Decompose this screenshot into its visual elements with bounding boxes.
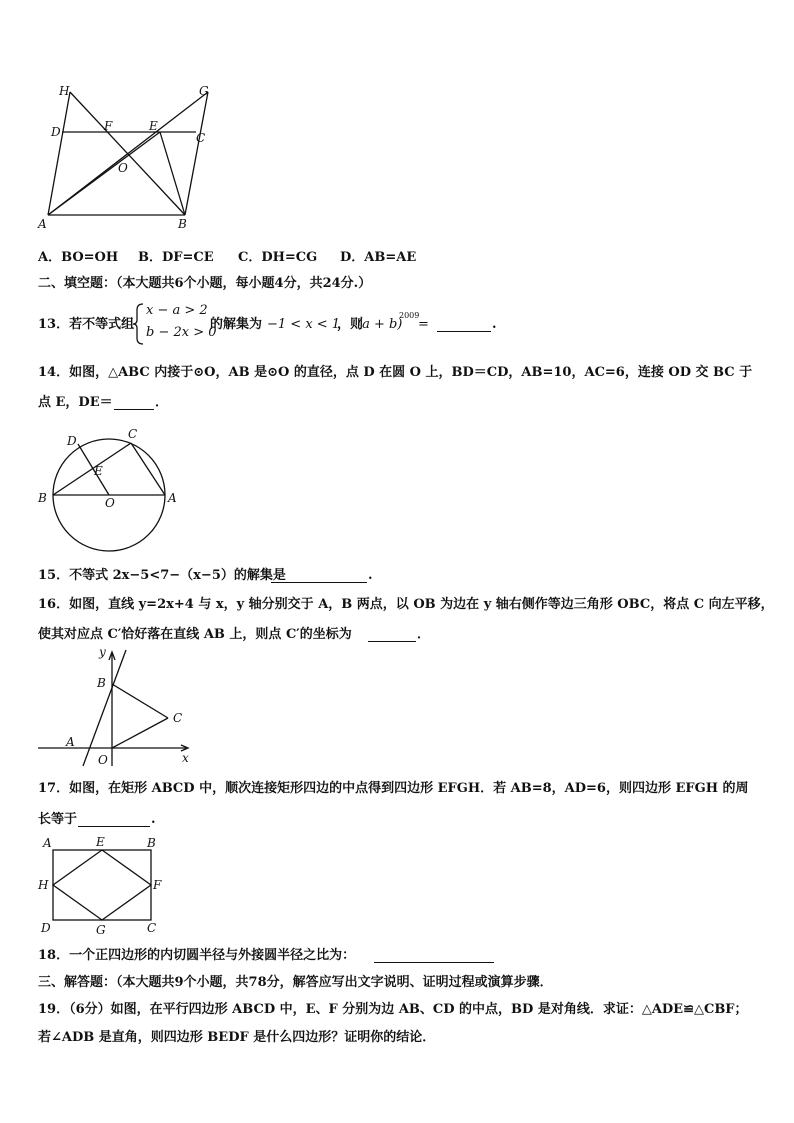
section-2-heading: 二、填空题：（本大题共6个小题，每小题4分，共24分.）	[38, 276, 372, 291]
q19-line-2: 若∠ADB 是直角，则四边形 BEDF 是什么四边形？证明你的结论．	[38, 1030, 436, 1045]
q16-line-1: 16．如图，直线 y=2x+4 与 x，y 轴分别交于 A，B 两点，以 OB 为边在 y 轴右侧作等边三角形 OBC，将点 C 向左平移，	[38, 597, 774, 612]
label-B: B	[147, 836, 156, 850]
q18-text: 18．一个正四边形的内切圆半径与外接圆半径之比为：	[38, 948, 356, 963]
q17-line-2-prefix: 长等于	[38, 812, 78, 827]
label-G: G	[199, 84, 209, 98]
q13-answer-blank	[437, 319, 491, 332]
label-H: H	[59, 84, 70, 98]
q14-answer-blank	[114, 397, 154, 410]
q19-line-1: 19．（6分）如图，在平行四边形 ABCD 中，E、F 分别为边 AB、CD 的中点，BD 是对角线．求证：△ADE≌△CBF；	[38, 1002, 748, 1017]
figure-q16	[36, 642, 196, 768]
label-O: O	[118, 161, 128, 175]
q13-range: −1 < x < 1	[267, 317, 341, 332]
figure-q12	[36, 80, 226, 232]
q14-line-2-end: ．	[155, 395, 169, 410]
option-c: C．DH=CG	[238, 250, 318, 265]
label-A: A	[168, 491, 177, 505]
figure-q17	[36, 834, 166, 936]
q16-line-2-prefix: 使其对应点 C′恰好落在直线 AB 上，则点 C′的坐标为	[38, 627, 352, 642]
label-B: B	[97, 676, 106, 690]
q16-line-2-end: ．	[417, 627, 431, 642]
label-D: D	[41, 921, 51, 935]
label-E: E	[96, 835, 105, 849]
option-d: D．AB=AE	[340, 250, 417, 265]
q15-text: 15．不等式 2x−5<7−（x−5）的解集是	[38, 568, 286, 583]
q17-line-1: 17．如图，在矩形 ABCD 中，顺次连接矩形四边的中点得到四边形 EFGH．若 AB=8，AD=6，则四边形 EFGH 的周	[38, 781, 749, 796]
label-A: A	[43, 836, 52, 850]
option-a: A．BO=OH	[38, 250, 119, 265]
q13-after: ，则	[337, 317, 364, 332]
label-O: O	[98, 753, 108, 767]
q13-inequality-2: b − 2x > 0	[146, 325, 217, 340]
q13-expr: (a + b)	[357, 317, 403, 332]
figure-q14	[36, 425, 186, 555]
label-y: y	[99, 645, 106, 659]
q18-answer-blank	[374, 950, 494, 963]
q15-end: .	[368, 568, 373, 583]
label-A: A	[38, 217, 47, 231]
q13-middle: 的解集为	[210, 317, 263, 332]
q17-line-2-end: .	[151, 812, 156, 827]
q13-equals: =	[418, 317, 429, 332]
label-x: x	[182, 751, 189, 765]
label-O: O	[105, 496, 115, 510]
option-b: B．DF=CE	[138, 250, 214, 265]
q15-answer-blank	[271, 570, 367, 583]
q14-line-2-prefix: 点 E，DE＝	[38, 395, 113, 410]
label-D: D	[51, 125, 61, 139]
label-A: A	[66, 735, 75, 749]
q14-line-1: 14．如图，△ABC 内接于⊙O，AB 是⊙O 的直径，点 D 在圆 O 上，BD＝CD，AB=10，AC=6，连接 OD 交 BC 于	[38, 365, 753, 380]
q13-inequality-1: x − a > 2	[146, 303, 208, 318]
label-G: G	[96, 923, 106, 937]
label-F: F	[104, 119, 113, 133]
label-F: F	[153, 878, 162, 892]
label-E: E	[94, 464, 103, 478]
label-C: C	[196, 131, 206, 145]
label-D: D	[67, 434, 77, 448]
q13-exponent: 2009	[399, 311, 420, 320]
q13-prefix: 13．若不等式组	[38, 317, 135, 332]
q17-answer-blank	[78, 814, 150, 827]
section-3-heading: 三、解答题：（本大题共9个小题，共78分，解答应写出文字说明、证明过程或演算步骤．	[38, 975, 553, 990]
label-B: B	[38, 491, 47, 505]
label-B: B	[178, 217, 187, 231]
q13-end: .	[492, 317, 497, 332]
q16-answer-blank	[368, 629, 416, 642]
label-C: C	[128, 427, 138, 441]
label-E: E	[149, 119, 158, 133]
label-C: C	[173, 711, 183, 725]
brace-icon	[131, 302, 145, 346]
label-H: H	[38, 878, 49, 892]
label-C: C	[147, 921, 157, 935]
